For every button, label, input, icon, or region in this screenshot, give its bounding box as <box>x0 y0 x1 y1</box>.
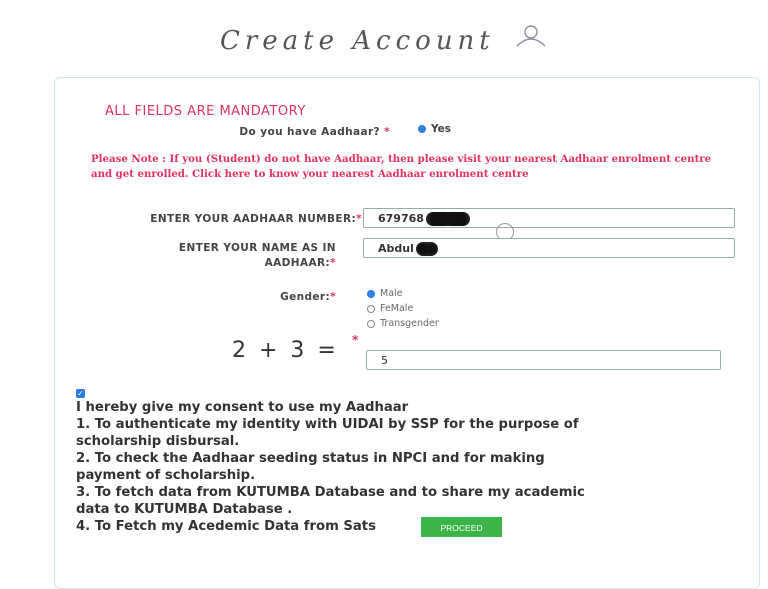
consent-checkbox[interactable]: ✓ <box>77 389 84 398</box>
required-star: * <box>330 291 336 303</box>
redacted-mark <box>416 242 438 256</box>
radio-empty-icon <box>367 320 375 328</box>
consent-line: 2. To check the Aadhaar seeding status in NPCI and for making <box>76 451 545 466</box>
consent-line: 3. To fetch data from KUTUMBA Database and to share my academic <box>76 485 585 500</box>
aadhaar-note[interactable]: Please Note : If you (Student) do not have Aadhaar, then please visit your nearest Aadhaar enrolment centre and get enrolled. Click here to know your nearest Aadhaar enrolment centre <box>91 153 712 180</box>
required-star: * <box>356 213 362 225</box>
proceed-button[interactable]: PROCEED <box>421 517 502 537</box>
user-icon <box>514 24 548 55</box>
gender-transgender-radio[interactable] <box>367 318 439 329</box>
consent-text <box>76 399 736 535</box>
captcha-input[interactable] <box>366 350 721 370</box>
consent-line: 4. To Fetch my Acedemic Data from Sats <box>76 519 376 534</box>
aadhaar-number-label <box>80 213 362 225</box>
mandatory-notice: ALL FIELDS ARE MANDATORY <box>105 104 306 119</box>
gender-female-radio[interactable] <box>367 303 413 314</box>
radio-selected-icon <box>367 290 375 298</box>
radio-empty-icon <box>367 305 375 313</box>
gender-male-label: Male <box>380 288 403 299</box>
consent-line: 1. To authenticate my identity with UIDAI by SSP for the purpose of <box>76 417 579 432</box>
radio-selected-icon <box>418 125 426 133</box>
aadhaar-number-input[interactable] <box>363 208 735 228</box>
captcha-question: 2 + 3 = <box>232 338 339 363</box>
name-input[interactable] <box>363 238 735 258</box>
page-title <box>0 26 768 56</box>
aadhaar-number-label-text: ENTER YOUR AADHAAR NUMBER: <box>150 213 357 225</box>
aadhaar-number-value: 679768 <box>378 212 424 225</box>
name-label <box>120 241 336 271</box>
name-label-line2: AADHAAR: <box>264 257 331 269</box>
gender-female-label: FeMale <box>380 303 414 314</box>
name-label-line1: ENTER YOUR NAME AS IN <box>178 242 336 254</box>
name-value: Abdul <box>378 242 414 255</box>
page-title-text: Create Account <box>219 26 495 56</box>
required-star: * <box>352 333 359 347</box>
aadhaar-yes-label: Yes <box>431 123 452 135</box>
consent-line: payment of scholarship. <box>76 468 256 483</box>
redacted-mark <box>426 212 470 226</box>
aadhaar-question-label <box>200 126 390 138</box>
captcha-value: 5 <box>381 354 388 367</box>
required-star: * <box>330 257 336 269</box>
gender-male-radio[interactable] <box>367 288 403 299</box>
consent-line: scholarship disbursal. <box>76 434 240 449</box>
gender-transgender-label: Transgender <box>380 318 439 329</box>
gender-label-text: Gender: <box>280 291 331 303</box>
aadhaar-yes-radio[interactable] <box>418 123 451 135</box>
consent-line: data to KUTUMBA Database . <box>76 502 293 517</box>
gender-label <box>200 291 336 303</box>
consent-line: I hereby give my consent to use my Aadhaar <box>76 400 409 415</box>
aadhaar-question-text: Do you have Aadhaar? <box>239 126 381 138</box>
required-star: * <box>384 126 390 138</box>
